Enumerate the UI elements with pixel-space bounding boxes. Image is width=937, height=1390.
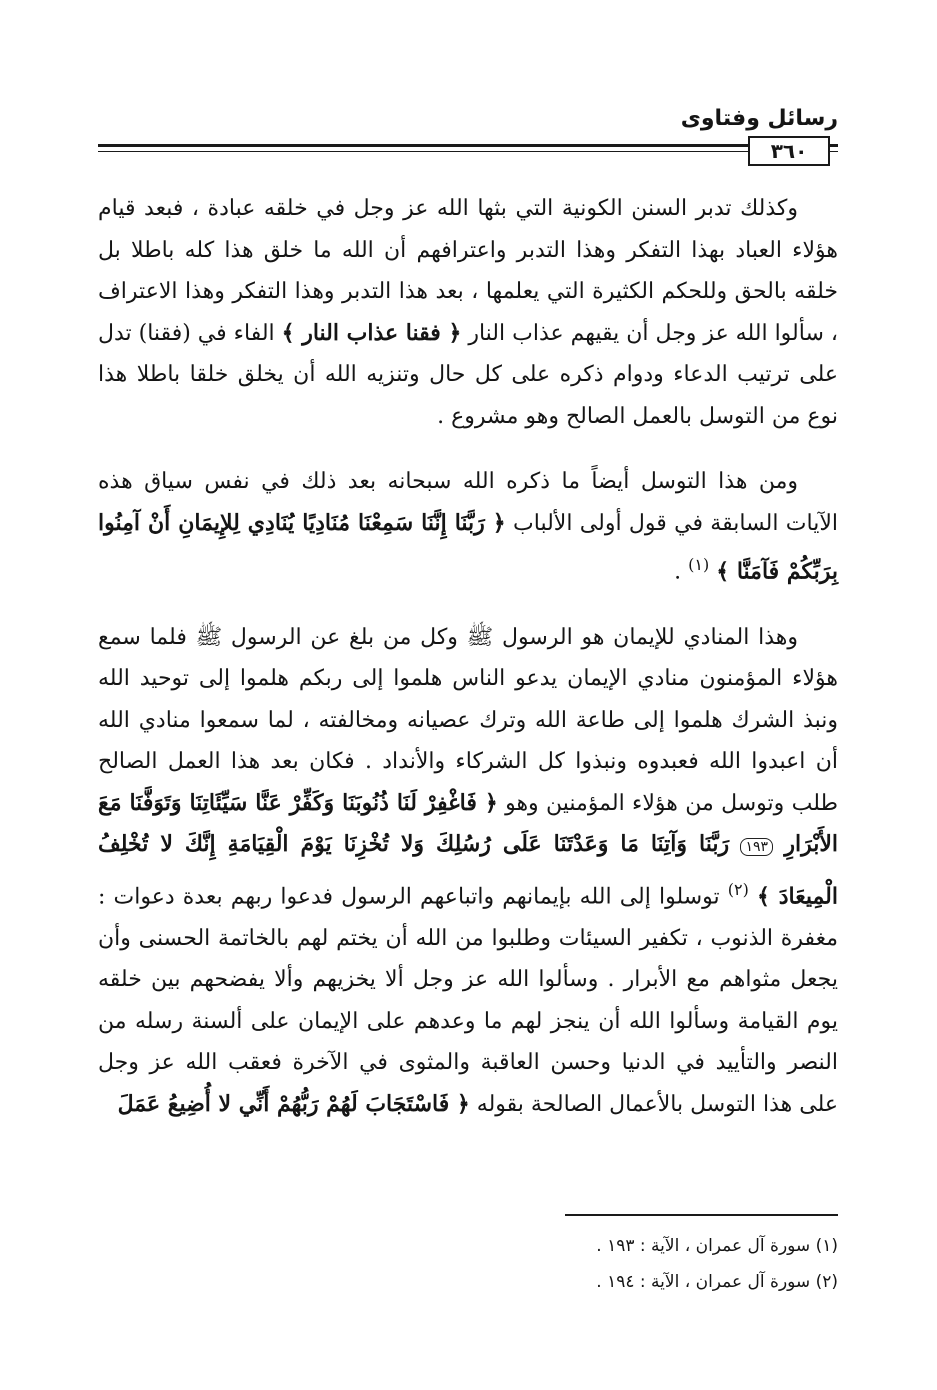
quran-quote: ﴿ فقنا عذاب النار ﴾ — [281, 319, 462, 346]
page-number: ٣٦٠ — [748, 136, 830, 166]
footnote-separator — [565, 1214, 838, 1216]
footnotes — [98, 1228, 838, 1300]
paragraph-text: . — [674, 559, 682, 585]
paragraph-text: توسلوا إلى الله بإيمانهم واتباعهم الرسول فدعوا ربهم بعدة دعوات : مغفرة الذنوب ، تكفير السيئات وطلبوا من الله أن يختم لهم بالخاتمة الحسنى وأن يجعل مثواهم مع الأبرار . وسألوا الله عز وجل ألا يخزيهم وألا يفضحهم بين خلقه يوم القيامة وسألوا الله أن ينجز لهم ما وعدهم على الإيمان على ألسنة رسله من النصر والتأييد في الدنيا وحسن العاقبة والمثوى في الآخرة فعقب الله عز وجل على هذا التوسل بالأعمال الصالحة بقوله — [98, 884, 838, 1117]
body-text — [98, 188, 838, 1125]
paragraph-text: ومن هذا التوسل أيضاً ما ذكره الله سبحانه بعد ذلك في نفس سياق هذه الآيات السابقة في قول أولى الألباب — [98, 469, 839, 536]
paragraph-2 — [98, 461, 838, 593]
paragraph-3 — [98, 617, 838, 1125]
header-rule-thin — [98, 151, 838, 152]
verse-number: ١٩٣ — [740, 838, 773, 856]
quran-quote: رَبَّنَا وَآتِنَا مَا وَعَدْتَنَا عَلَى رُسُلِكَ وَلا تُخْزِنَا يَوْمَ الْقِيَامَةِ إِنَّكَ لا تُخْلِفُ الْمِيعَادَ ﴾ — [98, 831, 839, 910]
book-title: رسائل وفتاوى — [680, 106, 838, 131]
quran-quote: ﴿ فَاسْتَجَابَ لَهُمْ رَبُّهُمْ أَنِّي لا أُضِيعُ عَمَلَ — [117, 1090, 470, 1117]
paragraph-text: وكذلك تدبر السنن الكونية التي بثها الله عز وجل في خلقه عبادة ، فبعد قيام هؤلاء العباد بهذا التفكر وهذا التدبر واعترافهم أن الله ما خلق هذا كله باطلا بل خلقه بالحق وللحكم الكثيرة التي يعلمها ، بعد هذا التدبر وهذا التفكر وهذا الاعتراف ، سألوا الله عز وجل أن يقيهم عذاب النار — [98, 196, 838, 346]
header-rule-thick — [98, 144, 838, 147]
quran-quote: ﴿ رَبَّنَا إِنَّنَا سَمِعْنَا مُنَادِيًا يُنَادِي لِلإِيمَانِ أَنْ آمِنُوا بِرَبِّكُمْ فَآمَنَّا ﴾ — [98, 509, 838, 585]
footnote-2: (٢) سورة آل عمران ، الآية : ١٩٤ . — [596, 1272, 838, 1292]
paragraph-text: الفاء في (فقنا) تدل على ترتيب الدعاء ودوام ذكره على كل حال وتنزيه الله أن يخلق خلقا باطلا هذا نوع من التوسل بالعمل الصالح وهو مشروع . — [98, 320, 838, 429]
footnote-reference: (٢) — [727, 879, 749, 899]
page-header — [98, 100, 838, 163]
quran-quote: ﴿ فَاغْفِرْ لَنَا ذُنُوبَنَا وَكَفِّرْ عَنَّا سَيِّئَاتِنَا وَتَوَفَّنَا مَعَ الأَبْرَارِ — [98, 789, 839, 858]
footnote-reference: (١) — [688, 555, 710, 574]
footnote-1: (١) سورة آل عمران ، الآية : ١٩٣ . — [596, 1236, 838, 1256]
paragraph-1 — [98, 188, 838, 437]
paragraph-text: وهذا المنادي للإيمان هو الرسول ﷺ وكل من بلغ عن الرسول ﷺ فلما سمع هؤلاء المؤمنون منادي الإيمان يدعو الناس هلموا إلى ربكم هلموا إلى توحيد الله ونبذ الشرك هلموا إلى طاعة الله وترك عصيانه ومخالفته ، لما سمعوا منادي الله أن اعبدوا الله فعبدوه ونبذوا كل الشركاء والأنداد . فكان بعد هذا العمل الصالح طلب وتوسل من هؤلاء المؤمنين وهو — [98, 624, 838, 816]
